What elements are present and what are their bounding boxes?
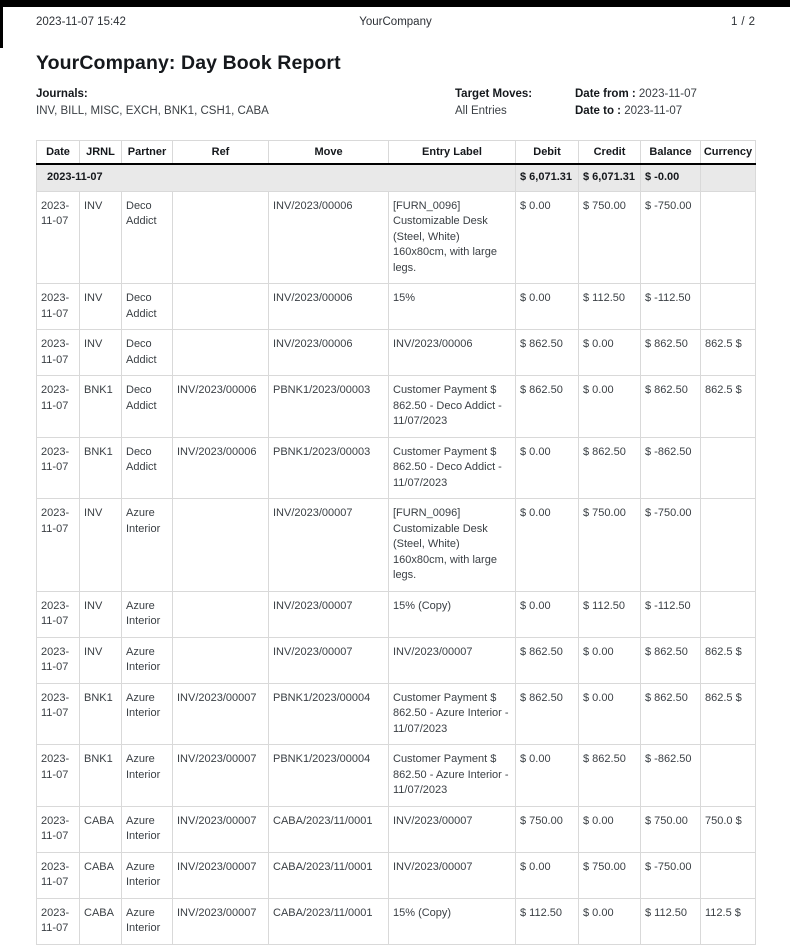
cell-move: INV/2023/00007 [269, 637, 389, 683]
cell-credit: $ 0.00 [579, 806, 641, 852]
cell-currency [701, 852, 756, 898]
cell-jrnl: BNK1 [80, 745, 122, 807]
cell-date: 2023-11-07 [37, 806, 80, 852]
cell-credit: $ 0.00 [579, 683, 641, 745]
page-current: 1 [731, 16, 738, 28]
cell-balance: $ -750.00 [641, 499, 701, 592]
table-row [37, 806, 756, 852]
group-row [37, 164, 756, 191]
report-filters [36, 86, 755, 120]
cell-move: PBNK1/2023/00003 [269, 437, 389, 499]
cell-date: 2023-11-07 [37, 898, 80, 944]
group-debit: $ 6,071.31 [516, 164, 579, 191]
table-row [37, 499, 756, 592]
cell-move: INV/2023/00007 [269, 499, 389, 592]
cell-balance: $ 862.50 [641, 330, 701, 376]
cell-jrnl: CABA [80, 806, 122, 852]
cell-debit: $ 0.00 [516, 499, 579, 592]
cell-partner: Azure Interior [122, 745, 173, 807]
cell-entry-label: Customer Payment $ 862.50 - Azure Interior - 11/07/2023 [389, 683, 516, 745]
cell-entry-label: Customer Payment $ 862.50 - Azure Interior - 11/07/2023 [389, 745, 516, 807]
table-row [37, 852, 756, 898]
cell-debit: $ 112.50 [516, 898, 579, 944]
cell-move: PBNK1/2023/00004 [269, 745, 389, 807]
cell-balance: $ -750.00 [641, 191, 701, 284]
cell-date: 2023-11-07 [37, 683, 80, 745]
cell-debit: $ 862.50 [516, 330, 579, 376]
cell-ref: INV/2023/00006 [173, 376, 269, 438]
col-header-partner: Partner [122, 141, 173, 165]
cell-move: CABA/2023/11/0001 [269, 806, 389, 852]
cell-currency [701, 745, 756, 807]
cell-partner: Azure Interior [122, 591, 173, 637]
cell-currency: 112.5 $ [701, 898, 756, 944]
cell-ref [173, 591, 269, 637]
cell-entry-label: [FURN_0096] Customizable Desk (Steel, White) 160x80cm, with large legs. [389, 499, 516, 592]
cell-jrnl: CABA [80, 898, 122, 944]
cell-debit: $ 862.50 [516, 376, 579, 438]
page-total: 2 [748, 16, 756, 28]
cell-partner: Azure Interior [122, 499, 173, 592]
cell-balance: $ -750.00 [641, 852, 701, 898]
date-from-value: 2023-11-07 [638, 88, 697, 100]
table-row [37, 284, 756, 330]
col-header-debit: Debit [516, 141, 579, 165]
target-moves-label: Target Moves: [455, 88, 533, 100]
group-currency [701, 164, 756, 191]
cell-ref: INV/2023/00006 [173, 437, 269, 499]
cell-partner: Azure Interior [122, 898, 173, 944]
cell-ref: INV/2023/00007 [173, 806, 269, 852]
table-row [37, 637, 756, 683]
journals-value: INV, BILL, MISC, EXCH, BNK1, CSH1, CABA [36, 105, 269, 117]
cell-ref [173, 637, 269, 683]
cell-jrnl: BNK1 [80, 683, 122, 745]
cell-credit: $ 862.50 [579, 745, 641, 807]
table-row [37, 437, 756, 499]
cell-currency: 862.5 $ [701, 376, 756, 438]
cell-move: INV/2023/00006 [269, 191, 389, 284]
cell-partner: Deco Addict [122, 284, 173, 330]
cell-move: PBNK1/2023/00004 [269, 683, 389, 745]
table-row [37, 591, 756, 637]
col-header-currency: Currency [701, 141, 756, 165]
company-name: YourCompany [359, 16, 432, 28]
cell-ref [173, 191, 269, 284]
cell-ref [173, 284, 269, 330]
cell-partner: Deco Addict [122, 191, 173, 284]
cell-date: 2023-11-07 [37, 745, 80, 807]
cell-balance: $ 862.50 [641, 637, 701, 683]
cell-entry-label: [FURN_0096] Customizable Desk (Steel, White) 160x80cm, with large legs. [389, 191, 516, 284]
cell-debit: $ 750.00 [516, 806, 579, 852]
cell-jrnl: INV [80, 191, 122, 284]
cell-currency [701, 437, 756, 499]
table-row [37, 330, 756, 376]
col-header-move: Move [269, 141, 389, 165]
cell-entry-label: Customer Payment $ 862.50 - Deco Addict - 11/07/2023 [389, 437, 516, 499]
table-row [37, 898, 756, 944]
col-header-date: Date [37, 141, 80, 165]
filter-dates [575, 86, 755, 120]
table-row [37, 191, 756, 284]
cell-partner: Azure Interior [122, 806, 173, 852]
cell-ref: INV/2023/00007 [173, 852, 269, 898]
cell-entry-label: 15% (Copy) [389, 591, 516, 637]
cell-date: 2023-11-07 [37, 591, 80, 637]
cell-entry-label: INV/2023/00007 [389, 852, 516, 898]
cell-partner: Azure Interior [122, 637, 173, 683]
cell-jrnl: INV [80, 591, 122, 637]
cell-currency [701, 191, 756, 284]
cell-ref [173, 330, 269, 376]
table-row [37, 683, 756, 745]
target-moves-value: All Entries [455, 105, 507, 117]
cell-debit: $ 0.00 [516, 852, 579, 898]
cell-date: 2023-11-07 [37, 330, 80, 376]
cell-jrnl: BNK1 [80, 376, 122, 438]
cell-entry-label: INV/2023/00007 [389, 806, 516, 852]
cell-currency [701, 284, 756, 330]
cell-partner: Azure Interior [122, 852, 173, 898]
cell-balance: $ 112.50 [641, 898, 701, 944]
cell-currency: 862.5 $ [701, 637, 756, 683]
cell-jrnl: CABA [80, 852, 122, 898]
cell-balance: $ 862.50 [641, 376, 701, 438]
cell-partner: Azure Interior [122, 683, 173, 745]
col-header-ref: Ref [173, 141, 269, 165]
col-header-entry-label: Entry Label [389, 141, 516, 165]
cell-ref: INV/2023/00007 [173, 745, 269, 807]
cell-date: 2023-11-07 [37, 852, 80, 898]
page-header [36, 14, 755, 30]
group-credit: $ 6,071.31 [579, 164, 641, 191]
filter-target-moves [455, 86, 575, 120]
date-to-row [575, 103, 755, 120]
cell-debit: $ 0.00 [516, 745, 579, 807]
cell-move: CABA/2023/11/0001 [269, 852, 389, 898]
group-date: 2023-11-07 [37, 164, 516, 191]
cell-debit: $ 0.00 [516, 591, 579, 637]
page-number [515, 14, 755, 30]
cell-jrnl: INV [80, 330, 122, 376]
cell-balance: $ -112.50 [641, 284, 701, 330]
cell-ref [173, 499, 269, 592]
col-header-balance: Balance [641, 141, 701, 165]
cell-entry-label: Customer Payment $ 862.50 - Deco Addict - 11/07/2023 [389, 376, 516, 438]
group-balance: $ -0.00 [641, 164, 701, 191]
cell-jrnl: INV [80, 499, 122, 592]
cell-jrnl: INV [80, 284, 122, 330]
page-separator: / [741, 16, 745, 28]
cell-partner: Deco Addict [122, 330, 173, 376]
cell-date: 2023-11-07 [37, 376, 80, 438]
cell-entry-label: INV/2023/00006 [389, 330, 516, 376]
cell-move: INV/2023/00006 [269, 330, 389, 376]
cell-date: 2023-11-07 [37, 637, 80, 683]
cell-balance: $ 862.50 [641, 683, 701, 745]
cell-entry-label: 15% (Copy) [389, 898, 516, 944]
cell-credit: $ 112.50 [579, 591, 641, 637]
report-title: YourCompany: Day Book Report [36, 52, 341, 74]
cell-partner: Deco Addict [122, 376, 173, 438]
cell-date: 2023-11-07 [37, 437, 80, 499]
table-header-row [37, 141, 756, 165]
cell-credit: $ 862.50 [579, 437, 641, 499]
col-header-credit: Credit [579, 141, 641, 165]
cell-balance: $ -862.50 [641, 437, 701, 499]
cell-debit: $ 862.50 [516, 637, 579, 683]
cell-date: 2023-11-07 [37, 284, 80, 330]
cell-credit: $ 750.00 [579, 191, 641, 284]
cell-move: INV/2023/00007 [269, 591, 389, 637]
cell-jrnl: INV [80, 637, 122, 683]
cell-jrnl: BNK1 [80, 437, 122, 499]
date-to-label: Date to : [575, 105, 621, 117]
cell-balance: $ -112.50 [641, 591, 701, 637]
cell-entry-label: 15% [389, 284, 516, 330]
table-row [37, 745, 756, 807]
table-row [37, 376, 756, 438]
date-from-row [575, 86, 755, 103]
journals-label: Journals: [36, 88, 88, 100]
cell-entry-label: INV/2023/00007 [389, 637, 516, 683]
daybook-table [36, 140, 756, 945]
cell-balance: $ -862.50 [641, 745, 701, 807]
date-to-value: 2023-11-07 [624, 105, 683, 117]
cell-currency [701, 499, 756, 592]
table-body [37, 164, 756, 944]
cell-credit: $ 0.00 [579, 376, 641, 438]
cell-ref: INV/2023/00007 [173, 898, 269, 944]
cell-debit: $ 862.50 [516, 683, 579, 745]
cell-move: CABA/2023/11/0001 [269, 898, 389, 944]
cell-date: 2023-11-07 [37, 499, 80, 592]
cell-currency: 750.0 $ [701, 806, 756, 852]
cell-credit: $ 112.50 [579, 284, 641, 330]
cell-debit: $ 0.00 [516, 437, 579, 499]
cell-credit: $ 0.00 [579, 330, 641, 376]
cell-date: 2023-11-07 [37, 191, 80, 284]
cell-partner: Deco Addict [122, 437, 173, 499]
cell-move: INV/2023/00006 [269, 284, 389, 330]
print-datetime: 2023-11-07 15:42 [36, 16, 126, 28]
cell-currency: 862.5 $ [701, 683, 756, 745]
cell-ref: INV/2023/00007 [173, 683, 269, 745]
cell-credit: $ 750.00 [579, 499, 641, 592]
cell-credit: $ 750.00 [579, 852, 641, 898]
cell-credit: $ 0.00 [579, 898, 641, 944]
date-from-label: Date from : [575, 88, 636, 100]
cell-currency: 862.5 $ [701, 330, 756, 376]
window-left-edge [0, 0, 3, 48]
window-top-edge [0, 0, 790, 7]
cell-debit: $ 0.00 [516, 191, 579, 284]
cell-move: PBNK1/2023/00003 [269, 376, 389, 438]
cell-balance: $ 750.00 [641, 806, 701, 852]
col-header-jrnl: JRNL [80, 141, 122, 165]
cell-credit: $ 0.00 [579, 637, 641, 683]
cell-debit: $ 0.00 [516, 284, 579, 330]
cell-currency [701, 591, 756, 637]
filter-journals [36, 86, 455, 120]
